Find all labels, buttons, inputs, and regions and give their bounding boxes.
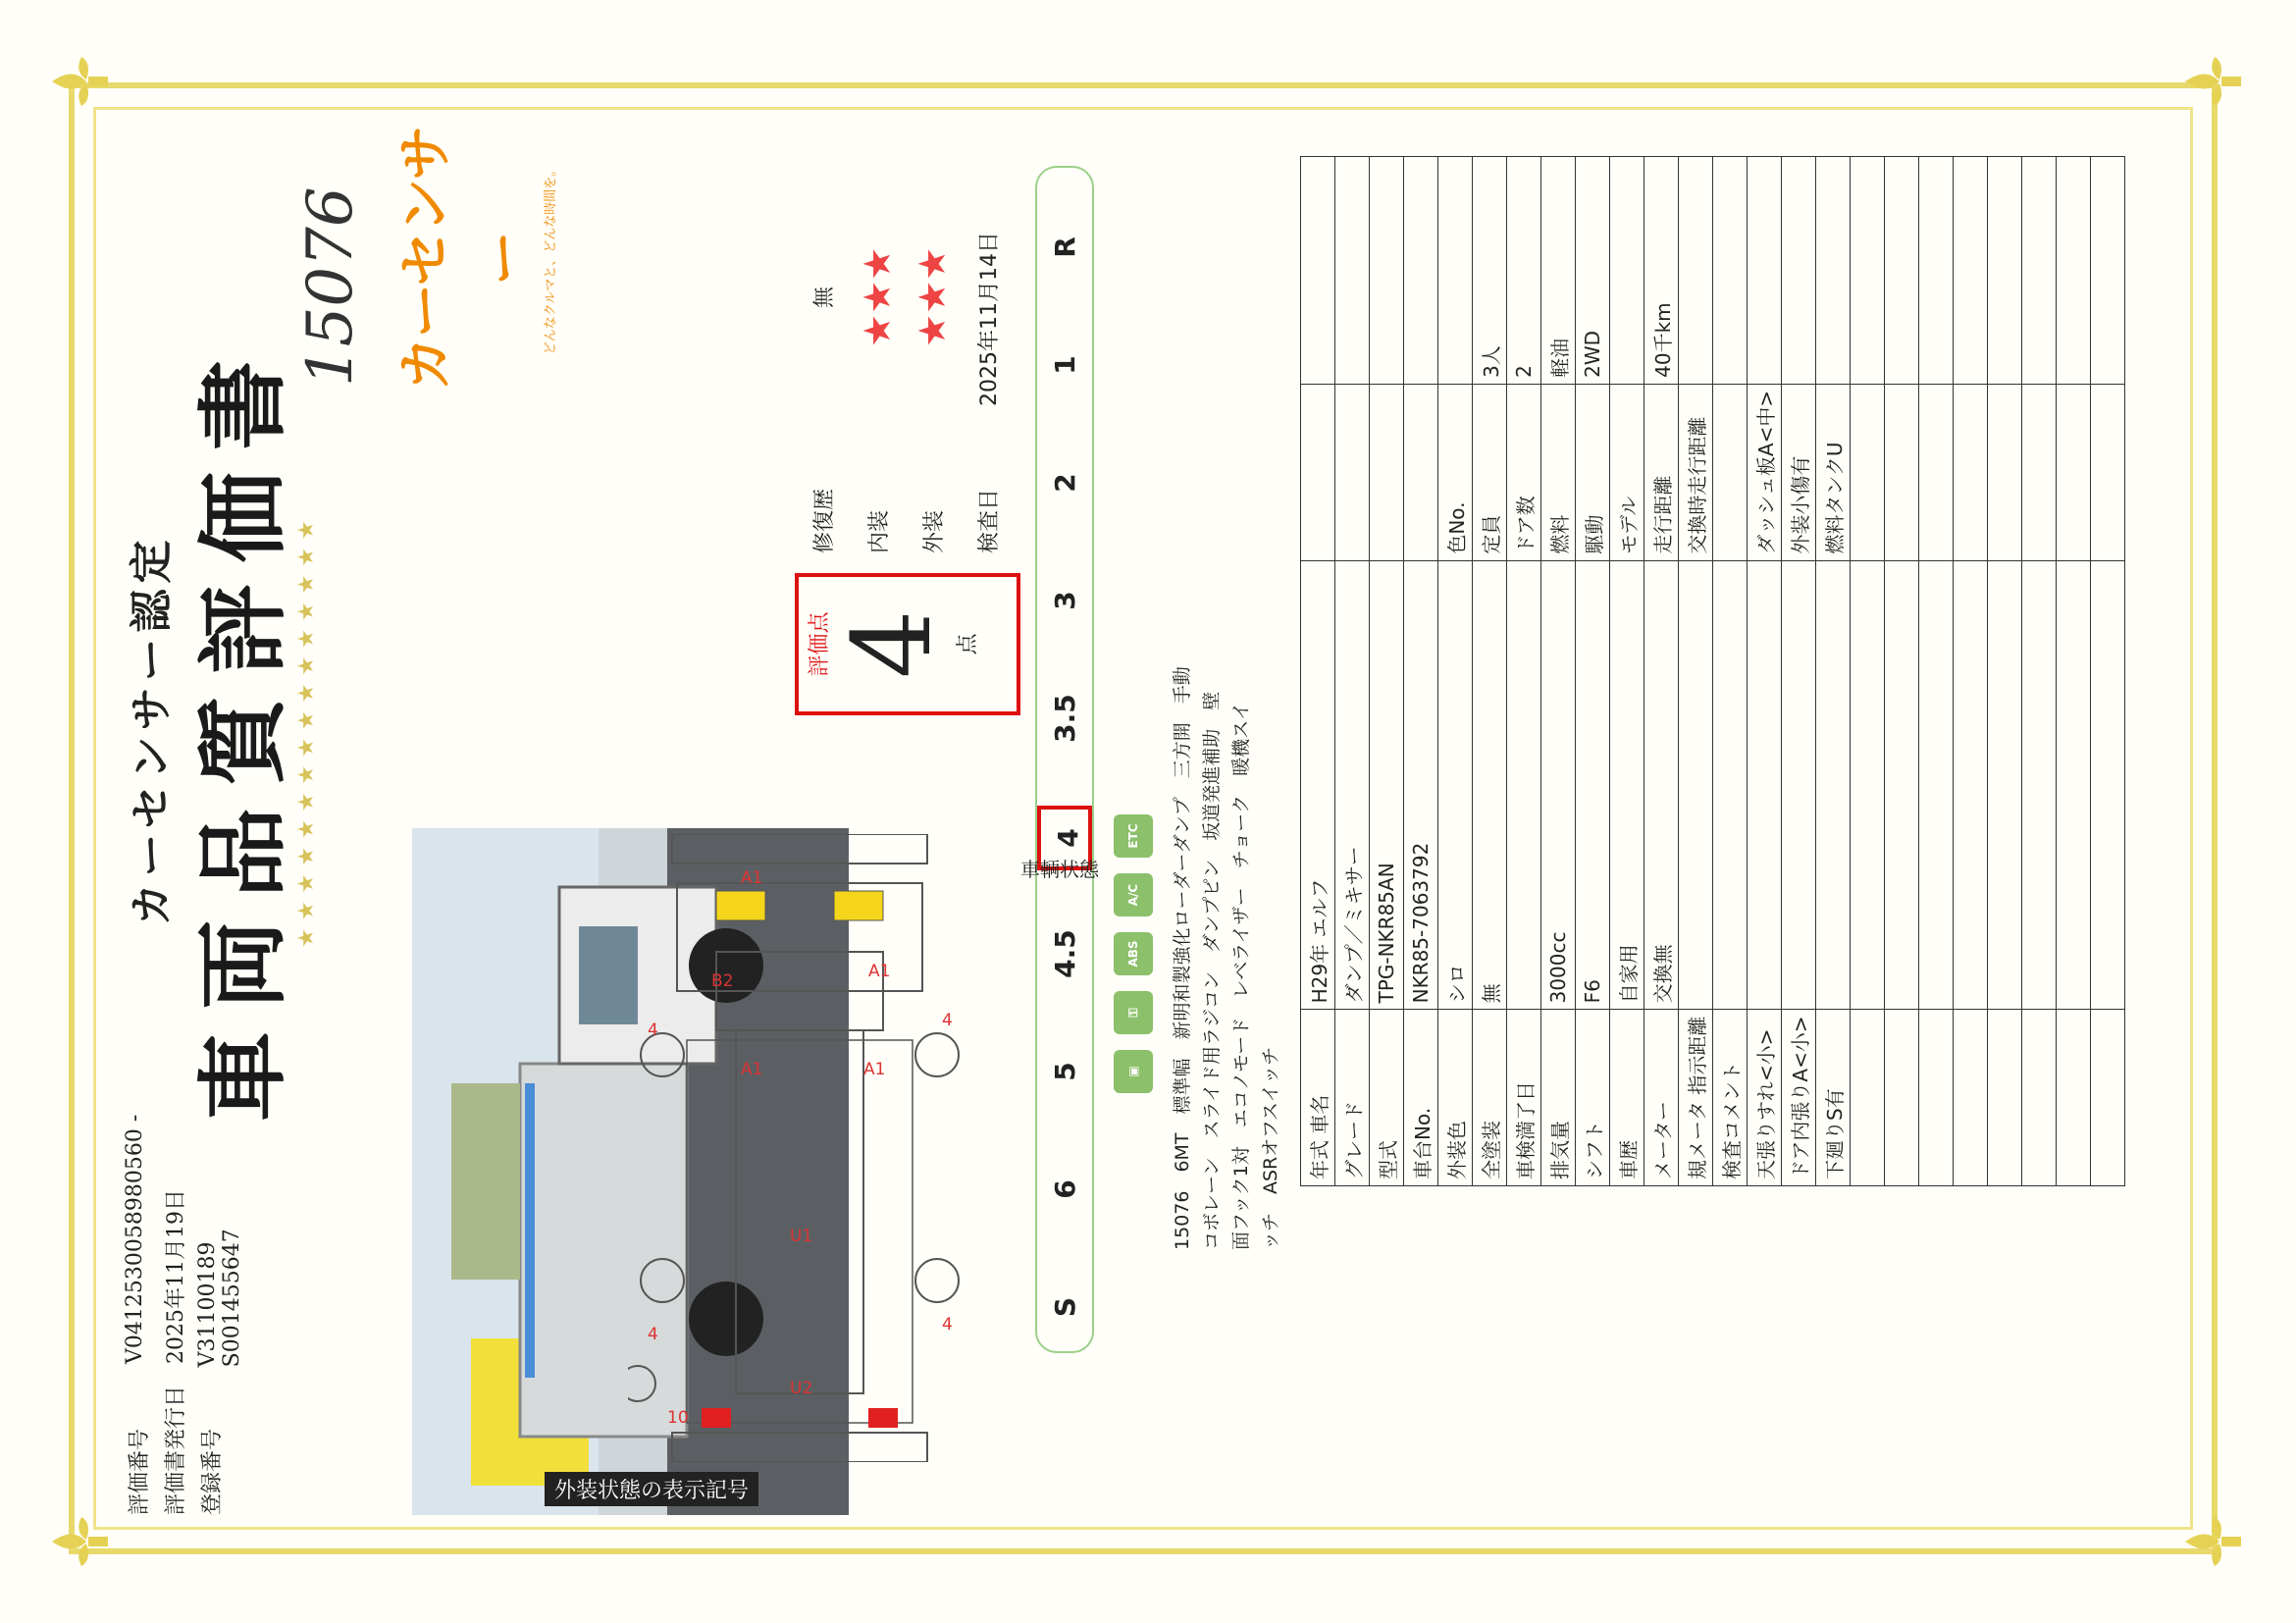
meta-label: 登録番号 xyxy=(200,1428,225,1515)
spec-value xyxy=(1404,157,1438,385)
spec-label: 下廻りS有 xyxy=(1816,1010,1851,1186)
spec-label: シフト xyxy=(1576,1010,1610,1186)
spec-value xyxy=(1301,157,1335,385)
spec-label xyxy=(1988,384,2022,560)
spec-value xyxy=(1610,157,1644,385)
spec-label xyxy=(2057,384,2091,560)
note-line: ッチ ASRオフスイッチ xyxy=(1260,1046,1281,1250)
spec-value: NKR85-7063792 xyxy=(1404,560,1438,1010)
spec-row xyxy=(1370,157,1404,1186)
spec-label: 色No. xyxy=(1438,384,1473,560)
spec-value xyxy=(1335,157,1370,385)
spec-label xyxy=(1919,384,1954,560)
interior-stars: ★★★ xyxy=(856,246,899,347)
spec-label xyxy=(1919,1010,1954,1186)
brand-tagline: どんなクルマと、どんな時間を。 xyxy=(544,163,558,355)
fleur-ornament-icon xyxy=(2180,47,2249,116)
spec-value xyxy=(1885,157,1919,385)
damage-mark: 10 xyxy=(667,1408,689,1428)
rating-label: 検査日 xyxy=(976,488,1002,553)
damage-mark: 4 xyxy=(942,1011,953,1030)
grade-r: R xyxy=(1049,236,1081,258)
spec-row xyxy=(1541,157,1576,1186)
grade-4-selected: 4 xyxy=(1037,806,1092,870)
spec-row xyxy=(1748,157,1782,1186)
grade-5: 5 xyxy=(1049,1062,1081,1081)
damage-mark: 4 xyxy=(648,1021,658,1040)
spec-row xyxy=(1679,157,1713,1186)
inspection-date: 2025年11月14日 xyxy=(976,232,1002,406)
spec-value xyxy=(2022,560,2057,1010)
spec-row xyxy=(2057,157,2091,1186)
diagram-title: 車輌状態 xyxy=(1020,858,1099,881)
spec-value xyxy=(1713,157,1748,385)
spec-label: ダッシュ板A<中> xyxy=(1748,384,1782,560)
score-label: 評価点 xyxy=(808,611,832,677)
spec-row xyxy=(1816,157,1851,1186)
repair-history-value: 無 xyxy=(811,286,837,308)
truck-topview-diagram xyxy=(628,834,971,1462)
spec-value xyxy=(1851,157,1885,385)
meta-block xyxy=(123,1103,244,1515)
damage-mark: 4 xyxy=(942,1315,953,1335)
spec-row xyxy=(1644,157,1679,1186)
spec-value xyxy=(2091,157,2125,385)
spec-label: 外装色 xyxy=(1438,1010,1473,1186)
meta-label: 評価書発行日 xyxy=(164,1385,188,1515)
air-conditioner-icon: A/C xyxy=(1114,873,1153,916)
note-line: 15076 6MT 標準幅 新明和製強化ローダーダンプ 三方開 手動 xyxy=(1172,666,1193,1250)
spec-value xyxy=(2057,157,2091,385)
grade-scale xyxy=(1035,166,1094,1353)
vehicle-diagram xyxy=(628,834,971,1462)
spec-label xyxy=(1885,384,1919,560)
spec-value xyxy=(1919,157,1954,385)
spec-row xyxy=(1782,157,1816,1186)
spec-value xyxy=(1713,560,1748,1010)
certification-subtitle: カーセンサー認定 xyxy=(127,534,177,926)
spec-row xyxy=(1301,157,1335,1186)
grade-s: S xyxy=(1049,1296,1081,1318)
spec-value: F6 xyxy=(1576,560,1610,1010)
spec-value xyxy=(1851,560,1885,1010)
spec-value xyxy=(1748,560,1782,1010)
vehicle-notes xyxy=(1168,122,1285,1250)
spec-row xyxy=(1885,157,1919,1186)
spec-label: 車台No. xyxy=(1404,1010,1438,1186)
spec-value xyxy=(1919,560,1954,1010)
spec-value xyxy=(1679,157,1713,385)
rating-label: 修復歴 xyxy=(811,488,837,553)
spec-label: 天張りすれ<小> xyxy=(1748,1010,1782,1186)
spec-row xyxy=(1919,157,1954,1186)
spec-row xyxy=(1404,157,1438,1186)
spec-value: 3000cc xyxy=(1541,560,1576,1010)
spec-value: 3人 xyxy=(1473,157,1507,385)
spec-row xyxy=(1851,157,1885,1186)
damage-mark: A1 xyxy=(741,868,763,888)
damage-mark: A1 xyxy=(741,1060,763,1079)
spec-value: TPG-NKR85AN xyxy=(1370,560,1404,1010)
spec-value: ダンプ／ミキサー xyxy=(1335,560,1370,1010)
grade-1: 1 xyxy=(1049,355,1081,375)
spec-value xyxy=(1782,560,1816,1010)
note-line: コボレーン スライド用ラジコン ダンプピン 坂道発進補助 壁 xyxy=(1201,691,1223,1250)
spec-label: 車検満了日 xyxy=(1507,1010,1541,1186)
damage-mark: U2 xyxy=(790,1379,813,1398)
spec-row xyxy=(1988,157,2022,1186)
exterior-stars: ★★★ xyxy=(911,246,954,347)
spec-label: 規メータ 指示距離 xyxy=(1679,1010,1713,1186)
damage-mark: A1 xyxy=(863,1060,886,1079)
spec-value: 無 xyxy=(1473,560,1507,1010)
handwritten-number: 15076 xyxy=(294,186,367,387)
spec-label xyxy=(1851,1010,1885,1186)
spec-value xyxy=(1748,157,1782,385)
spec-value xyxy=(1954,157,1988,385)
spec-row xyxy=(1438,157,1473,1186)
spec-label xyxy=(1301,384,1335,560)
damage-mark: A1 xyxy=(868,962,891,981)
spec-label xyxy=(2091,384,2125,560)
spec-value: H29年 エルフ xyxy=(1301,560,1335,1010)
spec-value xyxy=(2057,560,2091,1010)
note-line: 面フック1対 エコノモード レベライザー チョーク 暖機スイ xyxy=(1230,702,1252,1250)
spec-label xyxy=(1404,384,1438,560)
etc-icon: ETC xyxy=(1114,814,1153,858)
fleur-ornament-icon xyxy=(47,1507,116,1576)
grade-3-5: 3.5 xyxy=(1049,694,1081,743)
spec-label: 外装小傷有 xyxy=(1782,384,1816,560)
legend-title: 外装状態の表示記号 xyxy=(545,1472,758,1506)
spec-label xyxy=(2091,1010,2125,1186)
spec-row xyxy=(1576,157,1610,1186)
evaluation-number: V04125300589805​60 - xyxy=(123,1114,147,1364)
spec-label xyxy=(1335,384,1370,560)
spec-value: 2WD xyxy=(1576,157,1610,385)
registration-number: V3110018​9 S001455647 xyxy=(195,1229,244,1368)
brand-logo-text: カーセンサー xyxy=(394,127,537,392)
spec-value xyxy=(1816,560,1851,1010)
spec-label xyxy=(2022,1010,2057,1186)
spec-value: 交換無 xyxy=(1644,560,1679,1010)
spec-value xyxy=(2091,560,2125,1010)
spec-label xyxy=(1954,1010,1988,1186)
spec-label xyxy=(1885,1010,1919,1186)
legend-block xyxy=(545,1472,1310,1506)
spec-label: 全塗装 xyxy=(1473,1010,1507,1186)
spec-value xyxy=(1885,560,1919,1010)
spec-label xyxy=(1988,1010,2022,1186)
damage-mark: 4 xyxy=(648,1325,658,1344)
spec-label: 定員 xyxy=(1473,384,1507,560)
vehicle-spec-table xyxy=(1300,156,2125,1186)
spec-row xyxy=(1954,157,1988,1186)
ratings-block xyxy=(795,102,1015,553)
keyless-icon: ⚿ xyxy=(1114,991,1153,1034)
spec-label: 燃料 xyxy=(1541,384,1576,560)
score-unit: 点 xyxy=(956,633,980,655)
spec-label xyxy=(2022,384,2057,560)
spec-row xyxy=(2091,157,2125,1186)
score-box xyxy=(795,573,1020,715)
spec-value: 2 xyxy=(1507,157,1541,385)
spec-label: 駆動 xyxy=(1576,384,1610,560)
spec-value xyxy=(1370,157,1404,385)
spec-label: ドア数 xyxy=(1507,384,1541,560)
score-value: 4 xyxy=(829,609,955,679)
spec-row xyxy=(1335,157,1370,1186)
spec-label xyxy=(1370,384,1404,560)
abs-icon: ABS xyxy=(1114,932,1153,975)
spec-label: 走行距離 xyxy=(1644,384,1679,560)
spec-label xyxy=(1851,384,1885,560)
spec-value xyxy=(1438,157,1473,385)
damage-mark: B2 xyxy=(711,971,734,991)
spec-value: シロ xyxy=(1438,560,1473,1010)
grade-6: 6 xyxy=(1049,1179,1081,1199)
spec-row xyxy=(2022,157,2057,1186)
spec-label: グレード xyxy=(1335,1010,1370,1186)
spec-label: メーター xyxy=(1644,1010,1679,1186)
spec-value xyxy=(1816,157,1851,385)
spec-row xyxy=(1713,157,1748,1186)
grade-2: 2 xyxy=(1049,473,1081,493)
spec-value: 軽油 xyxy=(1541,157,1576,385)
spec-label: 検査コメント xyxy=(1713,1010,1748,1186)
spec-row xyxy=(1610,157,1644,1186)
spec-label: モデル xyxy=(1610,384,1644,560)
rating-label: 外装 xyxy=(921,509,947,553)
navigation-icon: ▣ xyxy=(1114,1050,1153,1093)
spec-label: 型式 xyxy=(1370,1010,1404,1186)
spec-value xyxy=(1507,560,1541,1010)
spec-row xyxy=(1507,157,1541,1186)
spec-label: ドア内張りA<小> xyxy=(1782,1010,1816,1186)
grade-4-5: 4.5 xyxy=(1049,929,1081,978)
spec-value: 40千km xyxy=(1644,157,1679,385)
rating-label: 内装 xyxy=(866,509,892,553)
carsensor-logo xyxy=(383,112,558,406)
spec-label xyxy=(1713,384,1748,560)
grade-3: 3 xyxy=(1049,591,1081,610)
spec-value xyxy=(1782,157,1816,385)
spec-value xyxy=(2022,157,2057,385)
decorative-stars: ★★★★★★★★★★★★★★★★ xyxy=(294,512,319,948)
fleur-ornament-icon xyxy=(47,47,116,116)
spec-value xyxy=(1954,560,1988,1010)
meta-label: 評価番号 xyxy=(128,1428,152,1515)
damage-mark: U1 xyxy=(790,1227,813,1246)
spec-label xyxy=(2057,1010,2091,1186)
spec-label: 交換時走行距離 xyxy=(1679,384,1713,560)
fleur-ornament-icon xyxy=(2180,1507,2249,1576)
spec-label: 車歴 xyxy=(1610,1010,1644,1186)
spec-label: 年式 車名 xyxy=(1301,1010,1335,1186)
spec-value xyxy=(1679,560,1713,1010)
page-title: 車両品質評価書 xyxy=(190,339,296,1123)
spec-label: 排気量 xyxy=(1541,1010,1576,1186)
spec-value xyxy=(1988,157,2022,385)
spec-value: 自家用 xyxy=(1610,560,1644,1010)
spec-label: 燃料タンクU xyxy=(1816,384,1851,560)
spec-row xyxy=(1473,157,1507,1186)
spec-value xyxy=(1988,560,2022,1010)
spec-label xyxy=(1954,384,1988,560)
issue-date: 2025年11月19日 xyxy=(164,1189,188,1364)
